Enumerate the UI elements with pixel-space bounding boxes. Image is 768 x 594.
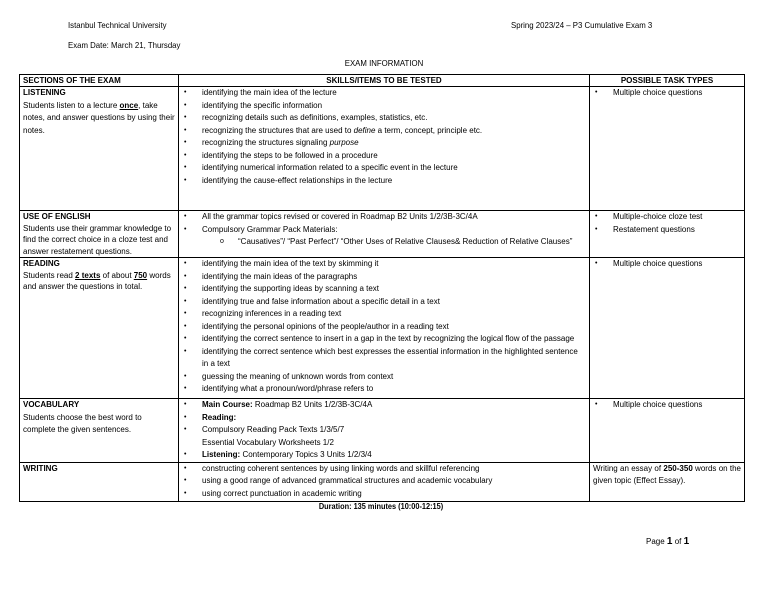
- list-item: • Reading:: [182, 412, 586, 425]
- list-item: • identifying the specific information: [182, 100, 586, 113]
- reading-skills-cell: [179, 258, 590, 399]
- reading-section-cell: [20, 258, 179, 399]
- list-item: • constructing coherent sentences by using linking words and skillful referencing: [182, 463, 586, 476]
- use-of-english-description: Students use their grammar knowledge to find the correct choice in a cloze test and answer restatement questions.: [23, 223, 172, 256]
- table-row-listening: [20, 87, 745, 211]
- table-row-writing: [20, 462, 745, 501]
- writing-skills-cell: [179, 462, 590, 501]
- use-of-english-section-cell: [20, 211, 179, 258]
- list-item: • identifying the cause-effect relationships in the lecture: [182, 175, 586, 188]
- writing-section-cell: [20, 462, 179, 501]
- exam-date: Exam Date: March 21, Thursday: [68, 40, 181, 50]
- list-item: • using a good range of advanced grammatical structures and academic vocabulary: [182, 475, 586, 488]
- listening-title: LISTENING: [23, 88, 66, 97]
- list-item: • Compulsory Reading Pack Texts 1/3/5/7: [182, 424, 586, 437]
- header-task-types: POSSIBLE TASK TYPES: [590, 75, 745, 87]
- listening-description: Students listen to a lecture once, take notes, and answer questions by using their notes.: [23, 100, 175, 135]
- reading-tasks-cell: [590, 258, 745, 399]
- list-item: • Listening: Contemporary Topics 3 Units 1/2/3/4: [182, 449, 586, 462]
- use-of-english-tasks-cell: [590, 211, 745, 258]
- list-item: • identifying the supporting ideas by scanning a text: [182, 283, 586, 296]
- list-item: • identifying numerical information related to a specific event in the lecture: [182, 162, 586, 175]
- list-item: • Multiple choice questions: [593, 87, 741, 100]
- vocabulary-title: VOCABULARY: [23, 400, 80, 409]
- list-item: • identifying the main idea of the text by skimming it: [182, 258, 586, 271]
- list-item: • identifying the personal opinions of the people/author in a reading text: [182, 321, 586, 334]
- listening-section-cell: [20, 87, 179, 211]
- exam-duration: Duration: 135 minutes (10:00-12:15): [318, 502, 444, 511]
- exam-info-table: [19, 74, 745, 502]
- writing-task-text: Writing an essay of 250-350 words on the given topic (Effect Essay).: [593, 463, 742, 485]
- vocabulary-description: Students choose the best word to complete the given sentences.: [23, 412, 142, 434]
- table-row-use-of-english: [20, 211, 745, 258]
- list-item: • identifying the correct sentence to insert in a gap in the text by recognizing the logical flow of the passage: [182, 333, 586, 346]
- listening-skills-cell: [179, 87, 590, 211]
- list-item: Essential Vocabulary Worksheets 1/2: [202, 437, 334, 447]
- reading-description: Students read 2 texts of about 750 words and answer the questions in total.: [23, 270, 171, 291]
- list-item: • Compulsory Grammar Pack Materials:: [182, 224, 586, 237]
- list-item: o “Causatives”/ “Past Perfect”/ “Other Uses of Relative Clauses& Reduction of Relative Clauses”: [182, 236, 586, 249]
- list-item: • recognizing details such as definitions, examples, statistics, etc.: [182, 112, 586, 125]
- list-item: • guessing the meaning of unknown words from context: [182, 371, 586, 384]
- header-skills: SKILLS/ITEMS TO BE TESTED: [179, 75, 590, 87]
- list-item: • identifying the main idea of the lecture: [182, 87, 586, 100]
- list-item: • identifying the correct sentence which best expresses the essential information in the highlighted sentence in a text: [182, 346, 586, 371]
- use-of-english-title: USE OF ENGLISH: [23, 212, 91, 221]
- list-item: • using correct punctuation in academic writing: [182, 488, 586, 501]
- list-item: • Multiple choice questions: [593, 399, 741, 412]
- reading-title: READING: [23, 259, 60, 268]
- table-row-vocabulary: [20, 399, 745, 463]
- table-header-row: [20, 75, 745, 87]
- list-item: • All the grammar topics revised or covered in Roadmap B2 Units 1/2/3B-3C/4A: [182, 211, 586, 224]
- list-item: • recognizing the structures that are used to define a term, concept, principle etc.: [182, 125, 586, 138]
- writing-title: WRITING: [23, 463, 58, 473]
- list-item: • identifying true and false information about a specific detail in a text: [182, 296, 586, 309]
- list-item: • identifying the main ideas of the paragraphs: [182, 271, 586, 284]
- vocabulary-skills-cell: [179, 399, 590, 463]
- list-item: • Multiple choice questions: [593, 258, 741, 271]
- vocabulary-tasks-cell: [590, 399, 745, 463]
- list-item: • recognizing inferences in a reading text: [182, 308, 586, 321]
- vocabulary-section-cell: [20, 399, 179, 463]
- exam-title: Spring 2023/24 – P3 Cumulative Exam 3: [511, 20, 653, 30]
- list-item: • Main Course: Roadmap B2 Units 1/2/3B-3C/4A: [182, 399, 586, 412]
- list-item: • identifying what a pronoun/word/phrase refers to: [182, 383, 586, 396]
- use-of-english-skills-cell: [179, 211, 590, 258]
- list-item: • Multiple-choice cloze test: [593, 211, 741, 224]
- list-item: • identifying the steps to be followed in a procedure: [182, 150, 586, 163]
- writing-tasks-cell: [590, 462, 745, 501]
- institution-name: Istanbul Technical University: [68, 20, 167, 30]
- listening-tasks-cell: [590, 87, 745, 211]
- page-number: Page 1 of 1: [646, 536, 690, 547]
- table-row-reading: [20, 258, 745, 399]
- header-sections: SECTIONS OF THE EXAM: [20, 75, 179, 87]
- list-item: • Restatement questions: [593, 224, 741, 237]
- exam-info-title: EXAM INFORMATION: [344, 58, 424, 68]
- list-item: • recognizing the structures signaling purpose: [182, 137, 586, 150]
